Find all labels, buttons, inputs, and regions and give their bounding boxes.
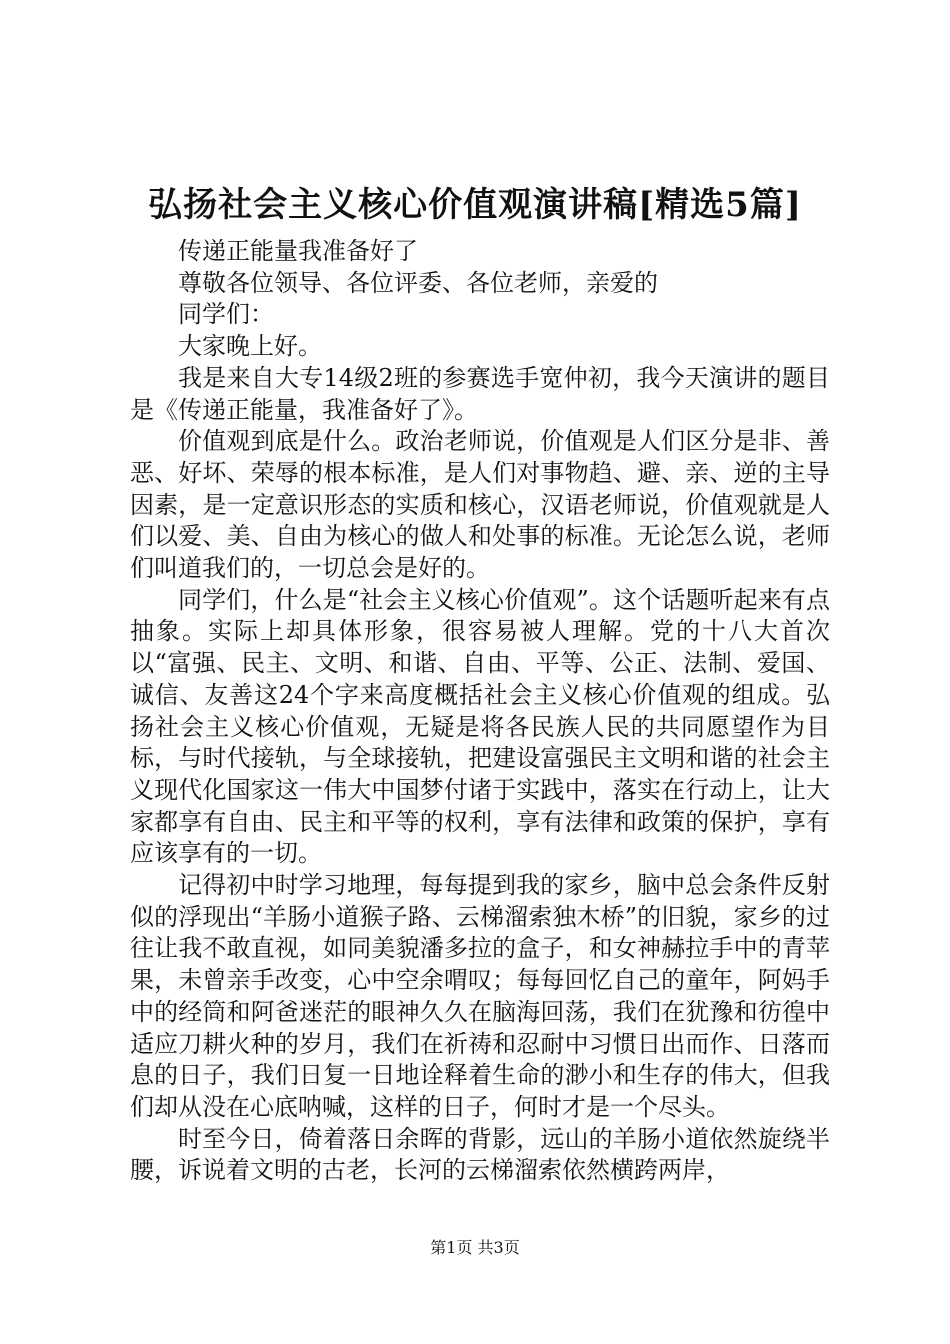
paragraph: 大家晚上好。 — [178, 332, 322, 361]
paragraph: 价值观到底是什么。政治老师说，价值观是人们区分是非、善恶、好坏、荣辱的根本标准，是人们对事物趋、避、亲、逆的主导因素，是一定意识形态的实质和核心，汉语老师说，价值观就是人们以爱、美、自由为核心的做人和处事的标准。无论怎么说，老师们叫道我们的，一切总会是好的。 — [130, 427, 830, 583]
paragraph: 记得初中时学习地理，每每提到我的家乡，脑中总会条件反射似的浮现出“羊肠小道猴子路、云梯溜索独木桥”的旧貌，家乡的过往让我不敢直视，如同美貌潘多拉的盒子，和女神赫拉手中的青苹果，未曾亲手改变，心中空余喟叹；每每回忆自己的童年，阿妈手中的经筒和阿爸迷茫的眼神久久在脑海回荡，我们在犹豫和彷徨中适应刀耕火种的岁月，我们在祈祷和忍耐中习惯日出而作、日落而息的日子，我们日复一日地诠释着生命的渺小和生存的伟大，但我们却从没在心底呐喊，这样的日子，何时才是一个尽头。 — [130, 871, 830, 1121]
paragraph: 尊敬各位领导、各位评委、各位老师，亲爱的 — [178, 268, 658, 297]
paragraph: 时至今日，倚着落日余晖的背影，远山的羊肠小道依然旋绕半腰，诉说着文明的古老，长河的云梯溜索依然横跨两岸， — [130, 1124, 830, 1185]
document-title: 弘扬社会主义核心价值观演讲稿[精选5篇] — [148, 185, 802, 225]
paragraph: 同学们： — [178, 300, 274, 329]
page-footer: 第1页 共3页 — [430, 1238, 520, 1257]
paragraph: 同学们，什么是“社会主义核心价值观”。这个话题听起来有点抽象。实际上却具体形象，很容易被人理解。党的十八大首次以“富强、民主、文明、和谐、自由、平等、公正、法制、爱国、诚信、友善这24个字来高度概括社会主义核心价值观的组成。弘扬社会主义核心价值观，无疑是将各民族人民的共同愿望作为目标，与时代接轨，与全球接轨，把建设富强民主文明和谐的社会主义现代化国家这一伟大中国梦付诸于实践中，落实在行动上，让大家都享有自由、民主和平等的权利，享有法律和政策的保护，享有应该享有的一切。 — [130, 585, 830, 868]
document-body — [130, 236, 830, 1187]
paragraph: 传递正能量我准备好了 — [178, 237, 418, 265]
paragraph: 我是来自大专14级2班的参赛选手宽仲初，我今天演讲的题目是《传递正能量，我准备好了》。 — [130, 363, 830, 424]
